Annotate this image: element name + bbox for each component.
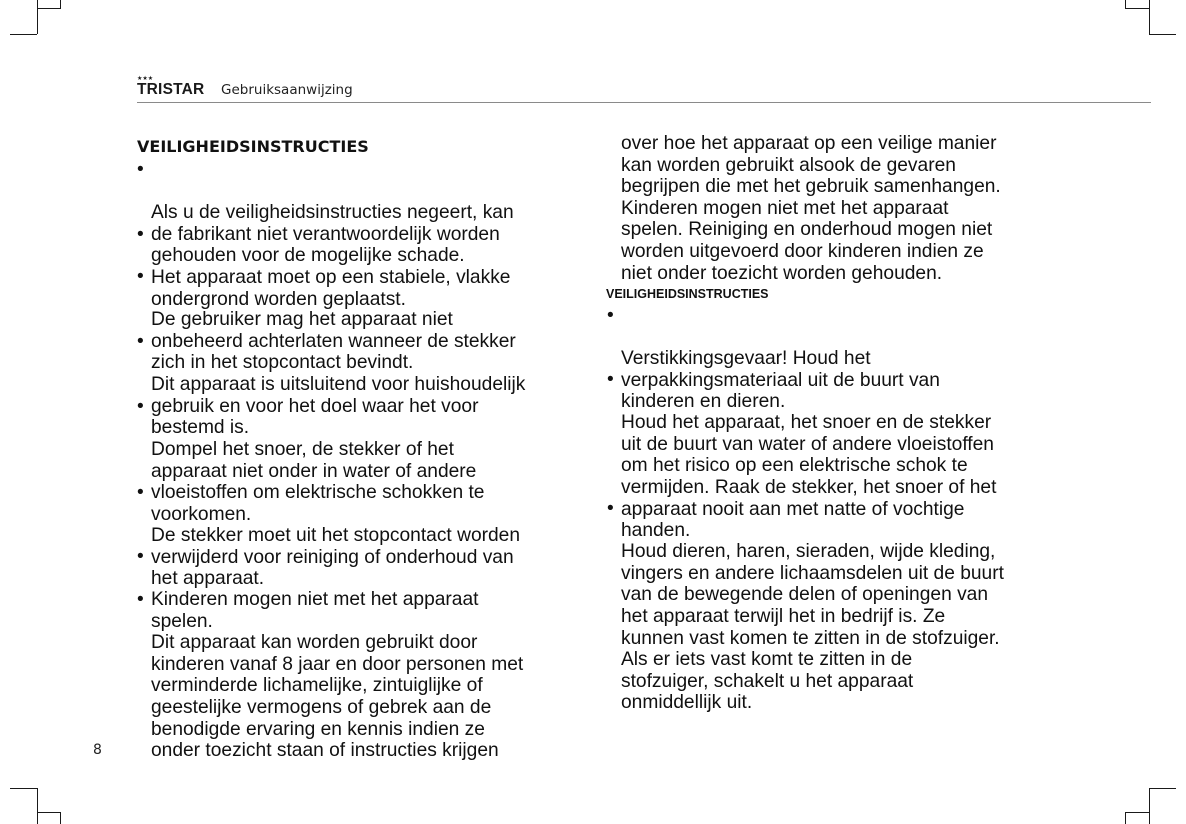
crop-mark-bottom-left-v2 <box>60 812 61 824</box>
bullet: • <box>137 224 144 245</box>
bullet: • <box>607 498 614 519</box>
crop-mark-top-right-h <box>1149 34 1176 35</box>
bullet: • <box>137 159 144 180</box>
bullet: • <box>607 305 614 326</box>
list-item-text: De gebruiker mag het apparaat niet onbeheerd achterlaten wanneer de stekker zich in het stopcontact bevindt. <box>151 309 516 374</box>
list-item-text: De stekker moet uit het stopcontact worden verwijderd voor reiniging of onderhoud van het apparaat. <box>151 525 521 590</box>
section-title-right: VEILIGHEIDSINSTRUCTIES <box>606 287 769 301</box>
crop-mark-top-right-v <box>1149 0 1150 34</box>
crop-mark-bottom-right-h <box>1149 788 1176 789</box>
crop-mark-top-right-v2 <box>1125 0 1126 9</box>
list-item-text: Het apparaat moet op een stabiele, vlakke ondergrond worden geplaatst. <box>151 267 511 310</box>
bullet: • <box>137 546 144 567</box>
logo-stars: ★★★ <box>137 75 154 82</box>
crop-mark-top-left-h2 <box>37 8 61 9</box>
crop-mark-bottom-right-v <box>1149 788 1150 824</box>
crop-mark-top-right-h2 <box>1125 8 1149 9</box>
list-item <box>607 498 1071 714</box>
list-item-text: Dit apparaat is uitsluitend voor huishoudelijk gebruik en voor het doel waar het voor bestemd is. <box>151 374 526 439</box>
bullet: • <box>137 331 144 352</box>
continuation-text: over hoe het apparaat op een veilige manier kan worden gebruikt alsook de gevaren begrijpen die met het gebruik samenhangen. Kinderen mogen niet met het apparaat spelen. Reiniging en onderhoud mogen niet worden uitgevoerd door kinderen indien ze niet onder toezicht worden gehouden. <box>621 133 1001 284</box>
bullet: • <box>137 396 144 417</box>
section-title-left: VEILIGHEIDSINSTRUCTIES <box>137 137 369 156</box>
bullet: • <box>137 589 144 610</box>
page-header <box>137 76 1151 103</box>
crop-mark-top-left-v <box>37 0 38 34</box>
list-item-text: Houd dieren, haren, sieraden, wijde kleding, vingers en andere lichaamsdelen uit de buurt van de bewegende delen of openingen van het apparaat terwijl het in bedrijf is. Ze kunnen vast komen te zitten in de stofzuiger. Als er iets vast komt te zitten in de stofzuiger, schakelt u het apparaat onmiddellijk uit. <box>621 541 1004 714</box>
bullet: • <box>137 266 144 287</box>
list-item-text: Houd het apparaat, het snoer en de stekker uit de buurt van water of andere vloeistoffen om het risico op een elektrische schok te vermijden. Raak de stekker, het snoer of het apparaat nooit aan met natte of vochtige handen. <box>621 412 997 542</box>
crop-mark-top-left-v2 <box>60 0 61 9</box>
document-type: Gebruiksaanwijzing <box>221 82 353 98</box>
bullet: • <box>137 482 144 503</box>
crop-mark-bottom-left-h2 <box>37 812 61 813</box>
crop-mark-bottom-left-v <box>37 788 38 824</box>
bullet: • <box>607 369 614 390</box>
crop-mark-bottom-left-h <box>10 788 37 789</box>
crop-mark-bottom-right-h2 <box>1125 812 1149 813</box>
list-item-text: Als u de veiligheidsinstructies negeert, kan de fabrikant niet verantwoordelijk worden gehouden voor de mogelijke schade. <box>151 202 514 267</box>
list-item-text: Dompel het snoer, de stekker of het apparaat niet onder in water of andere vloeistoffen om elektrische schokken te voorkomen. <box>151 439 485 525</box>
crop-mark-top-left-h <box>10 34 37 35</box>
brand-logo <box>137 76 215 100</box>
page-number: 8 <box>93 742 102 758</box>
list-item-text: Dit apparaat kan worden gebruikt door kinderen vanaf 8 jaar en door personen met verminderde lichamelijke, zintuiglijke of geestelijke vermogens of gebrek aan de benodigde ervaring en kennis indien ze onder toezicht staan of instructies krijgen <box>151 632 524 762</box>
list-item <box>137 589 591 762</box>
list-item-text: Kinderen mogen niet met het apparaat spelen. <box>151 589 479 632</box>
list-item-text: Verstikkingsgevaar! Houd het verpakkingsmateriaal uit de buurt van kinderen en dieren. <box>621 348 940 413</box>
crop-mark-bottom-right-v2 <box>1125 812 1126 824</box>
logo-text: TRISTAR <box>137 81 205 98</box>
